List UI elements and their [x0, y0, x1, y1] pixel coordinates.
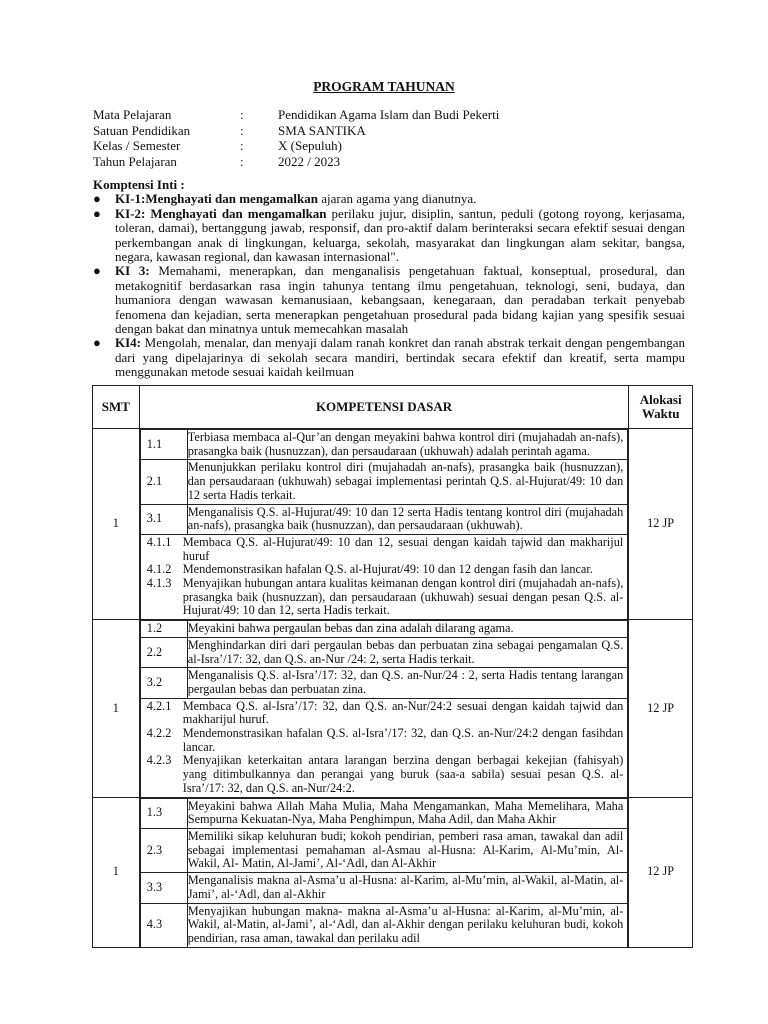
ki-item-4 — [93, 336, 685, 379]
ki-item-text: ajaran agama yang dianutnya. — [317, 191, 477, 207]
header-kd: KOMPETENSI DASAR — [139, 386, 629, 429]
ki-item-title: KI 3: — [115, 263, 150, 279]
competency-list — [140, 620, 629, 796]
kd-text: Meyakini bahwa pergaulan bebas dan zina adalah dilarang agama. — [187, 621, 628, 638]
kd-number: 1.3 — [140, 798, 187, 828]
kd-number: 4.2.1 — [146, 698, 172, 713]
kd-number: 4.1.1 — [146, 534, 172, 549]
kd-number: 2.1 — [140, 460, 187, 504]
list-item — [140, 903, 628, 947]
table-row — [93, 797, 693, 947]
info-value: Pendidikan Agama Islam dan Budi Pekerti — [278, 107, 500, 122]
info-separator: : — [240, 107, 244, 122]
ki-item-text: Mengolah, menalar, dan menyaji dalam ranah konkret dan ranah abstrak terkait dengan pengembangan dari yang dipelajarinya di sekolah secara mandiri, bertindak secara efektif dan kreatif, serta mampu menggunakan metode sesuai kaidah keilmuan — [115, 335, 685, 380]
bullet-icon: ● — [93, 191, 101, 207]
table-header-row — [93, 386, 693, 429]
info-row-school — [93, 123, 499, 139]
kd-text: Mendemonstrasikan hafalan Q.S. al-Isra’/17: 32, dan Q.S. an-Nur/24:2 dengan fasihdan lancar. — [182, 726, 624, 754]
kd-number: 3.2 — [140, 668, 187, 698]
kd-number: 3.1 — [140, 504, 187, 534]
kd-text: Menyajikan keterkaitan antara larangan berzina dengan berbagai kekejian (fahisyah) yang ditimbulkannya dan perangai yang buruk (saa-a sabila) sesuai pesan Q.S. al-Isra’/17: 32, dan Q.S. an-Nur/24:2. — [182, 753, 624, 795]
list-item — [140, 828, 628, 872]
info-label: Tahun Pelajaran — [93, 153, 177, 169]
info-row-subject — [93, 107, 499, 123]
competency-cell — [139, 429, 629, 620]
list-item — [140, 668, 628, 698]
ki-item-title: KI-1:Menghayati dan mengamalkan — [115, 191, 318, 207]
competency-list — [140, 798, 629, 947]
kd-number: 4.3 — [140, 903, 187, 947]
list-item — [140, 798, 628, 828]
sub-item — [147, 536, 624, 563]
competency-cell — [139, 620, 629, 797]
list-item — [140, 873, 628, 903]
kd-text: Menganalisis Q.S. al-Isra’/17: 32, dan Q.S. an-Nur/24 : 2, serta Hadis tentang larangan pergaulan bebas dan perbuatan zina. — [187, 668, 628, 698]
kd-text: Membaca Q.S. al-Hujurat/49: 10 dan 12, sesuai dengan kaidah tajwid dan makharijul huruf — [182, 534, 624, 563]
kd-text: Menunjukkan perilaku kontrol diri (mujahadah an-nafs), prasangka baik (husnuzzan), dan persaudaraan (ukhuwah) sebagai implementasi perintah Q.S. al-Hujurat/49: 10 dan 12 serta Hadis terkait. — [187, 460, 628, 504]
table-row — [93, 620, 693, 797]
kd-number: 4.2.2 — [146, 726, 172, 741]
sub-item — [147, 700, 624, 727]
list-item — [140, 621, 628, 638]
sub-item — [147, 563, 624, 577]
kd-text: Menghindarkan diri dari pergaulan bebas dan perbuatan zina sebagai pengamalan Q.S. al-Isra’/17: 32, dan Q.S. an-Nur /24: 2, serta Hadis terkait. — [187, 637, 628, 667]
info-separator: : — [240, 122, 244, 138]
info-separator: : — [240, 153, 244, 169]
info-label: Satuan Pendidikan — [93, 122, 191, 138]
kd-number: 1.1 — [140, 430, 187, 460]
kd-text: Menyajikan hubungan makna- makna al-Asma’u al-Husna: al-Karim, al-Mu’min, al-Wakil, al-Matin, al-Jami’, al-‘Adl, dan al-Akhir dengan perilaku keluhuran budi, kokoh pendirian, rasa aman, tawakal dan perilaku adil — [187, 903, 628, 947]
bullet-icon: ● — [93, 335, 101, 351]
competency-cell — [139, 797, 629, 947]
ki-item-1 — [93, 192, 685, 206]
kd-number: 4.2.3 — [146, 753, 172, 768]
time-allocation-cell: 12 JP — [629, 620, 693, 797]
ki-item-text: Memahami, menerapkan, dan menganalisis pengetahuan faktual, konseptual, prosedural, dan metakognitif berdasarkan rasa ingin tahunya tentang ilmu pengetahuan, teknologi, seni, budaya, dan humaniora dengan wawasan kemanusiaan, kebangsaan, kenegaraan, dan peradaban terkait penyebab fenomena dan kejadian, serta menerapkan pengetahuan prosedural pada bidang kajian yang spesifik sesuai dengan bakat dan minatnya untuk memecahkan masalah — [115, 263, 686, 337]
ki-item-title: KI-2: Menghayati dan mengamalkan — [115, 205, 327, 221]
competency-list — [140, 429, 629, 619]
info-row-year — [93, 154, 499, 170]
document-title: PROGRAM TAHUNAN — [313, 79, 455, 94]
kd-number: 3.3 — [140, 873, 187, 903]
list-item — [140, 504, 628, 534]
kd-text: Memiliki sikap keluhuran budi; kokoh pendirian, pemberi rasa aman, tawakal dan adil sebagai implementasi pemahaman al-Asmau al-Husna: Al-Karim, Al-Mu’min, Al-Wakil, Al- Matin, Al-Jami’, Al-‘Adl, dan Al-Akhir — [187, 828, 628, 872]
kd-sub-list — [140, 534, 628, 619]
kd-sub-list — [140, 698, 628, 796]
kd-text: Mendemonstrasikan hafalan Q.S. al-Hujurat/49: 10 dan 12 dengan fasih dan lancar. — [182, 562, 593, 577]
subject-info — [93, 107, 499, 169]
semester-cell: 1 — [93, 797, 140, 947]
kd-text: Menganalisis makna al-Asma’u al-Husna: al-Karim, al-Mu’min, al-Wakil, al-Matin, al-Jami’, al-‘Adl, dan al-Akhir — [187, 873, 628, 903]
kd-number: 4.1.3 — [146, 576, 172, 591]
core-competencies — [93, 178, 685, 380]
sub-item — [147, 727, 624, 754]
core-competencies-heading: Komptensi Inti : — [93, 177, 185, 192]
info-separator: : — [240, 138, 244, 153]
competency-table — [92, 385, 693, 948]
semester-cell: 1 — [93, 429, 140, 620]
list-item — [140, 460, 628, 504]
header-smt: SMT — [93, 386, 140, 429]
kd-text: Menganalisis Q.S. al-Hujurat/49: 10 dan 12 serta Hadis tentang kontrol diri (mujahadah an-nafs), prasangka baik (husnuzzan), dan persaudaraan (ukhuwah). — [187, 504, 628, 534]
info-label: Kelas / Semester — [93, 138, 181, 153]
kd-text: Membaca Q.S. al-Isra’/17: 32, dan Q.S. an-Nur/24:2 sesuai dengan kaidah tajwid dan makharijul huruf. — [182, 698, 624, 727]
info-row-class — [93, 138, 499, 154]
list-item — [140, 534, 628, 619]
sub-item — [147, 577, 624, 618]
bullet-icon: ● — [93, 205, 101, 221]
table-row — [93, 429, 693, 620]
header-aw: Alokasi Waktu — [629, 386, 693, 429]
list-item — [140, 698, 628, 796]
sub-item — [147, 754, 624, 795]
kd-text: Terbiasa membaca al-Qur’an dengan meyakini bahwa kontrol diri (mujahadah an-nafs), prasangka baik (husnuzzan), dan persaudaraan (ukhuwah) adalah perintah agama. — [187, 430, 628, 460]
ki-item-title: KI4: — [115, 335, 141, 351]
core-competencies-list — [93, 192, 685, 379]
ki-item-text: perilaku jujur, disiplin, santun, peduli (gotong royong, kerjasama, toleran, damai), bertanggung jawab, responsif, dan pro-aktif dalam berinteraksi secara efektif sesuai dengan perkembangan anak di lingkungan, keluarga, sekolah, masyarakat dan lingkungan alam sekitar, bangsa, negara, kawasan regional, dan kawasan internasional". — [115, 205, 685, 265]
list-item — [140, 430, 628, 460]
semester-cell: 1 — [93, 620, 140, 797]
ki-item-2 — [93, 207, 685, 265]
time-allocation-cell: 12 JP — [629, 429, 693, 620]
time-allocation-cell: 12 JP — [629, 797, 693, 947]
kd-number: 2.2 — [140, 637, 187, 667]
list-item — [140, 637, 628, 667]
info-value: SMA SANTIKA — [278, 122, 366, 138]
info-value: 2022 / 2023 — [278, 153, 341, 169]
kd-text: Meyakini bahwa Allah Maha Mulia, Maha Mengamankan, Maha Memelihara, Maha Sempurna Kekuatan-Nya, Maha Penghimpun, Maha Adil, dan Maha Akhir — [187, 798, 628, 828]
info-value: X (Sepuluh) — [278, 138, 342, 153]
kd-text: Menyajikan hubungan antara kualitas keimanan dengan kontrol diri (mujahadah an-nafs), prasangka baik (husnuzzan), dan persaudaraan (ukhuwah) sesuai dengan pesan Q.S. al-Hujurat/49: 10 dan 12, serta Hadis terkait. — [182, 576, 624, 618]
info-label: Mata Pelajaran — [93, 107, 172, 122]
kd-number: 1.2 — [140, 621, 187, 638]
kd-number: 2.3 — [140, 828, 187, 872]
kd-number: 4.1.2 — [146, 562, 172, 577]
ki-item-3 — [93, 264, 685, 336]
bullet-icon: ● — [93, 263, 101, 279]
